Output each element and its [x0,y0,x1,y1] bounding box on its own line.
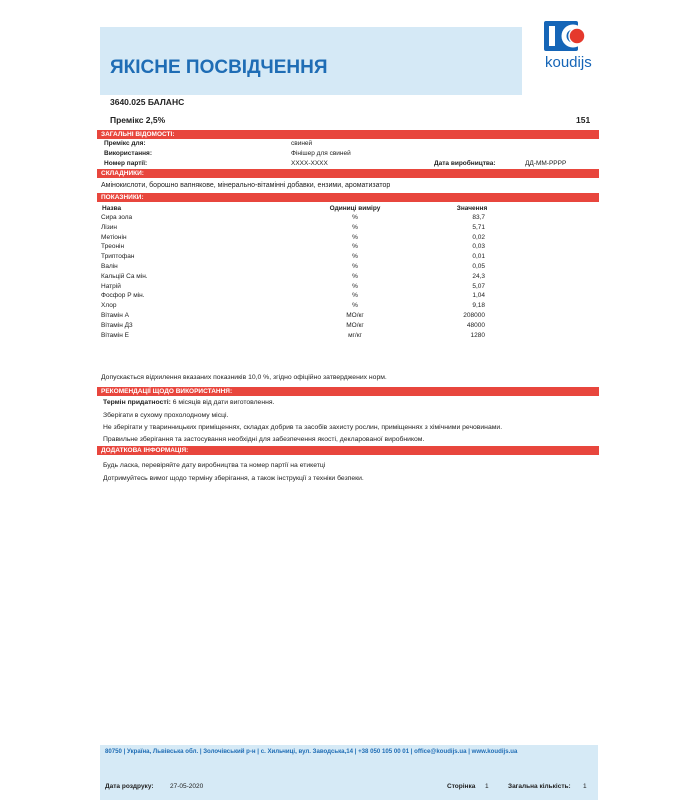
recommendation-line: Зберігати в сухому прохолодному місці. [103,411,229,419]
product-code: 3640.025 БАЛАНС [110,97,185,107]
indicator-name: Хлор [101,302,117,310]
indicator-unit: % [352,292,358,300]
column-header-unit: Одиниці виміру [329,205,381,212]
indicator-unit: МО/кг [346,321,364,329]
shelf-life-line [103,398,274,408]
logo-red-dot [569,28,585,44]
column-header-name: Назва [102,205,122,212]
premix-for-value: свиней [291,140,313,147]
indicator-name: Треонін [101,243,125,251]
premix-for-label: Премікс для: [104,140,146,147]
additional-line: Будь ласка, перевіряйте дату виробництва та номер партії на етикетці [103,462,326,469]
additional-line: Дотримуйтесь вимог щодо терміну зберігання, а також інструкції з техніки безпеки. [103,475,364,482]
indicator-name: Сира зола [101,214,133,221]
indicator-unit: мг/кг [348,331,362,339]
page-value: 1 [485,783,489,790]
indicator-name: Фосфор P мін. [101,292,145,300]
footer-address: 80750 | Україна, Львівська обл. | Золочівський р-н | с. Хильчиці, вул. Заводська,14 | +38 050 105 00 01 | office@koudijs.ua | www.koudijs.ua [105,748,518,755]
indicator-name: Метіонін [101,233,127,241]
indicator-unit: % [352,233,358,241]
indicator-value: 83,7 [472,214,485,221]
indicator-name: Вітамін А [101,312,129,319]
page-label: Сторінка [447,783,476,790]
total-pages-label: Загальна кількість: [508,783,571,790]
indicator-unit: % [352,214,358,221]
column-header-value: Значення [456,205,488,212]
print-date-label: Дата роздруку: [105,783,154,790]
indicator-value: 208000 [463,312,485,319]
indicator-value: 1280 [470,331,485,339]
batch-label: Номер партії: [104,160,148,167]
indicator-unit: % [352,282,358,290]
indicator-name: Валін [101,263,118,270]
batch-value: XXXX-XXXX [291,160,328,167]
indicator-value: 5,07 [472,282,485,290]
section-heading-indicators: ПОКАЗНИКИ: [101,194,144,201]
section-heading-recommendations: РЕКОМЕНДАЦІЇ ЩОДО ВИКОРИСТАННЯ: [101,388,233,395]
indicator-unit: % [352,302,358,310]
indicator-unit: % [352,243,358,251]
section-heading-general: ЗАГАЛЬНІ ВІДОМОСТІ: [101,131,175,138]
indicator-name: Кальцій Ca мін. [101,272,148,280]
tolerance-note: Допускається відхилення вказаних показників 10,0 %, згідно офіційно затверджених норм. [101,374,387,381]
production-date-value: ДД-ММ-РРРР [525,160,567,167]
section-bar-indicators [97,193,599,202]
indicator-value: 48000 [466,321,485,329]
indicator-value: 1,04 [472,292,485,300]
section-bar-general [97,130,599,139]
section-bar-ingredients [97,169,599,178]
product-name: Премікс 2,5% [110,115,166,125]
indicator-value: 24,3 [472,272,485,280]
koudijs-logo [540,16,602,72]
indicator-unit: МО/кг [346,312,364,319]
indicator-name: Лізин [101,223,117,231]
indicator-name: Натрій [101,282,121,290]
ingredients-text: Амінокислоти, борошно вапнякове, мінерально-вітамінні добавки, ензими, ароматизатор [101,182,391,189]
indicator-value: 9,18 [472,302,485,310]
recommendation-line: Не зберігати у тваринницьких приміщеннях, складах добрив та засобів захисту рослин, приміщеннях з хімічними речовинами. [103,424,503,431]
indicator-value: 0,02 [472,233,485,241]
usage-label: Використання: [104,150,153,157]
document-title: ЯКІСНЕ ПОСВІДЧЕННЯ [110,57,328,78]
section-heading-ingredients: СКЛАДНИКИ: [101,170,144,177]
indicator-name: Вітамін Д3 [101,321,133,329]
indicator-unit: % [352,223,358,231]
indicator-value: 5,71 [472,223,485,231]
total-pages-value: 1 [583,783,587,790]
recommendation-line: Правильне зберігання та застосування необхідні для забезпечення якості, декларованої виробником. [103,436,425,443]
logo-k-stem [549,26,555,46]
indicator-value: 0,01 [472,253,485,261]
logo-wordmark: koudijs [545,54,592,71]
section-heading-additional: ДОДАТКОВА ІНФОРМАЦІЯ: [101,447,189,454]
section-bar-additional [97,446,599,455]
indicator-name: Триптофан [101,253,135,261]
indicator-value: 0,05 [472,263,485,270]
indicator-unit: % [352,253,358,261]
production-date-label: Дата виробництва: [434,160,496,167]
indicator-unit: % [352,272,358,280]
indicator-unit: % [352,263,358,270]
document-number: 151 [576,115,591,125]
print-date-value: 27-05-2020 [170,783,204,790]
indicator-value: 0,03 [472,243,485,251]
section-bar-recommendations [97,387,599,396]
shelf-life-label: Термін придатності: [103,399,171,406]
usage-value: Фінішер для свиней [291,150,351,157]
indicator-name: Вітамін Е [101,331,129,339]
shelf-life-value: 6 місяців від дати виготовлення. [172,399,275,406]
